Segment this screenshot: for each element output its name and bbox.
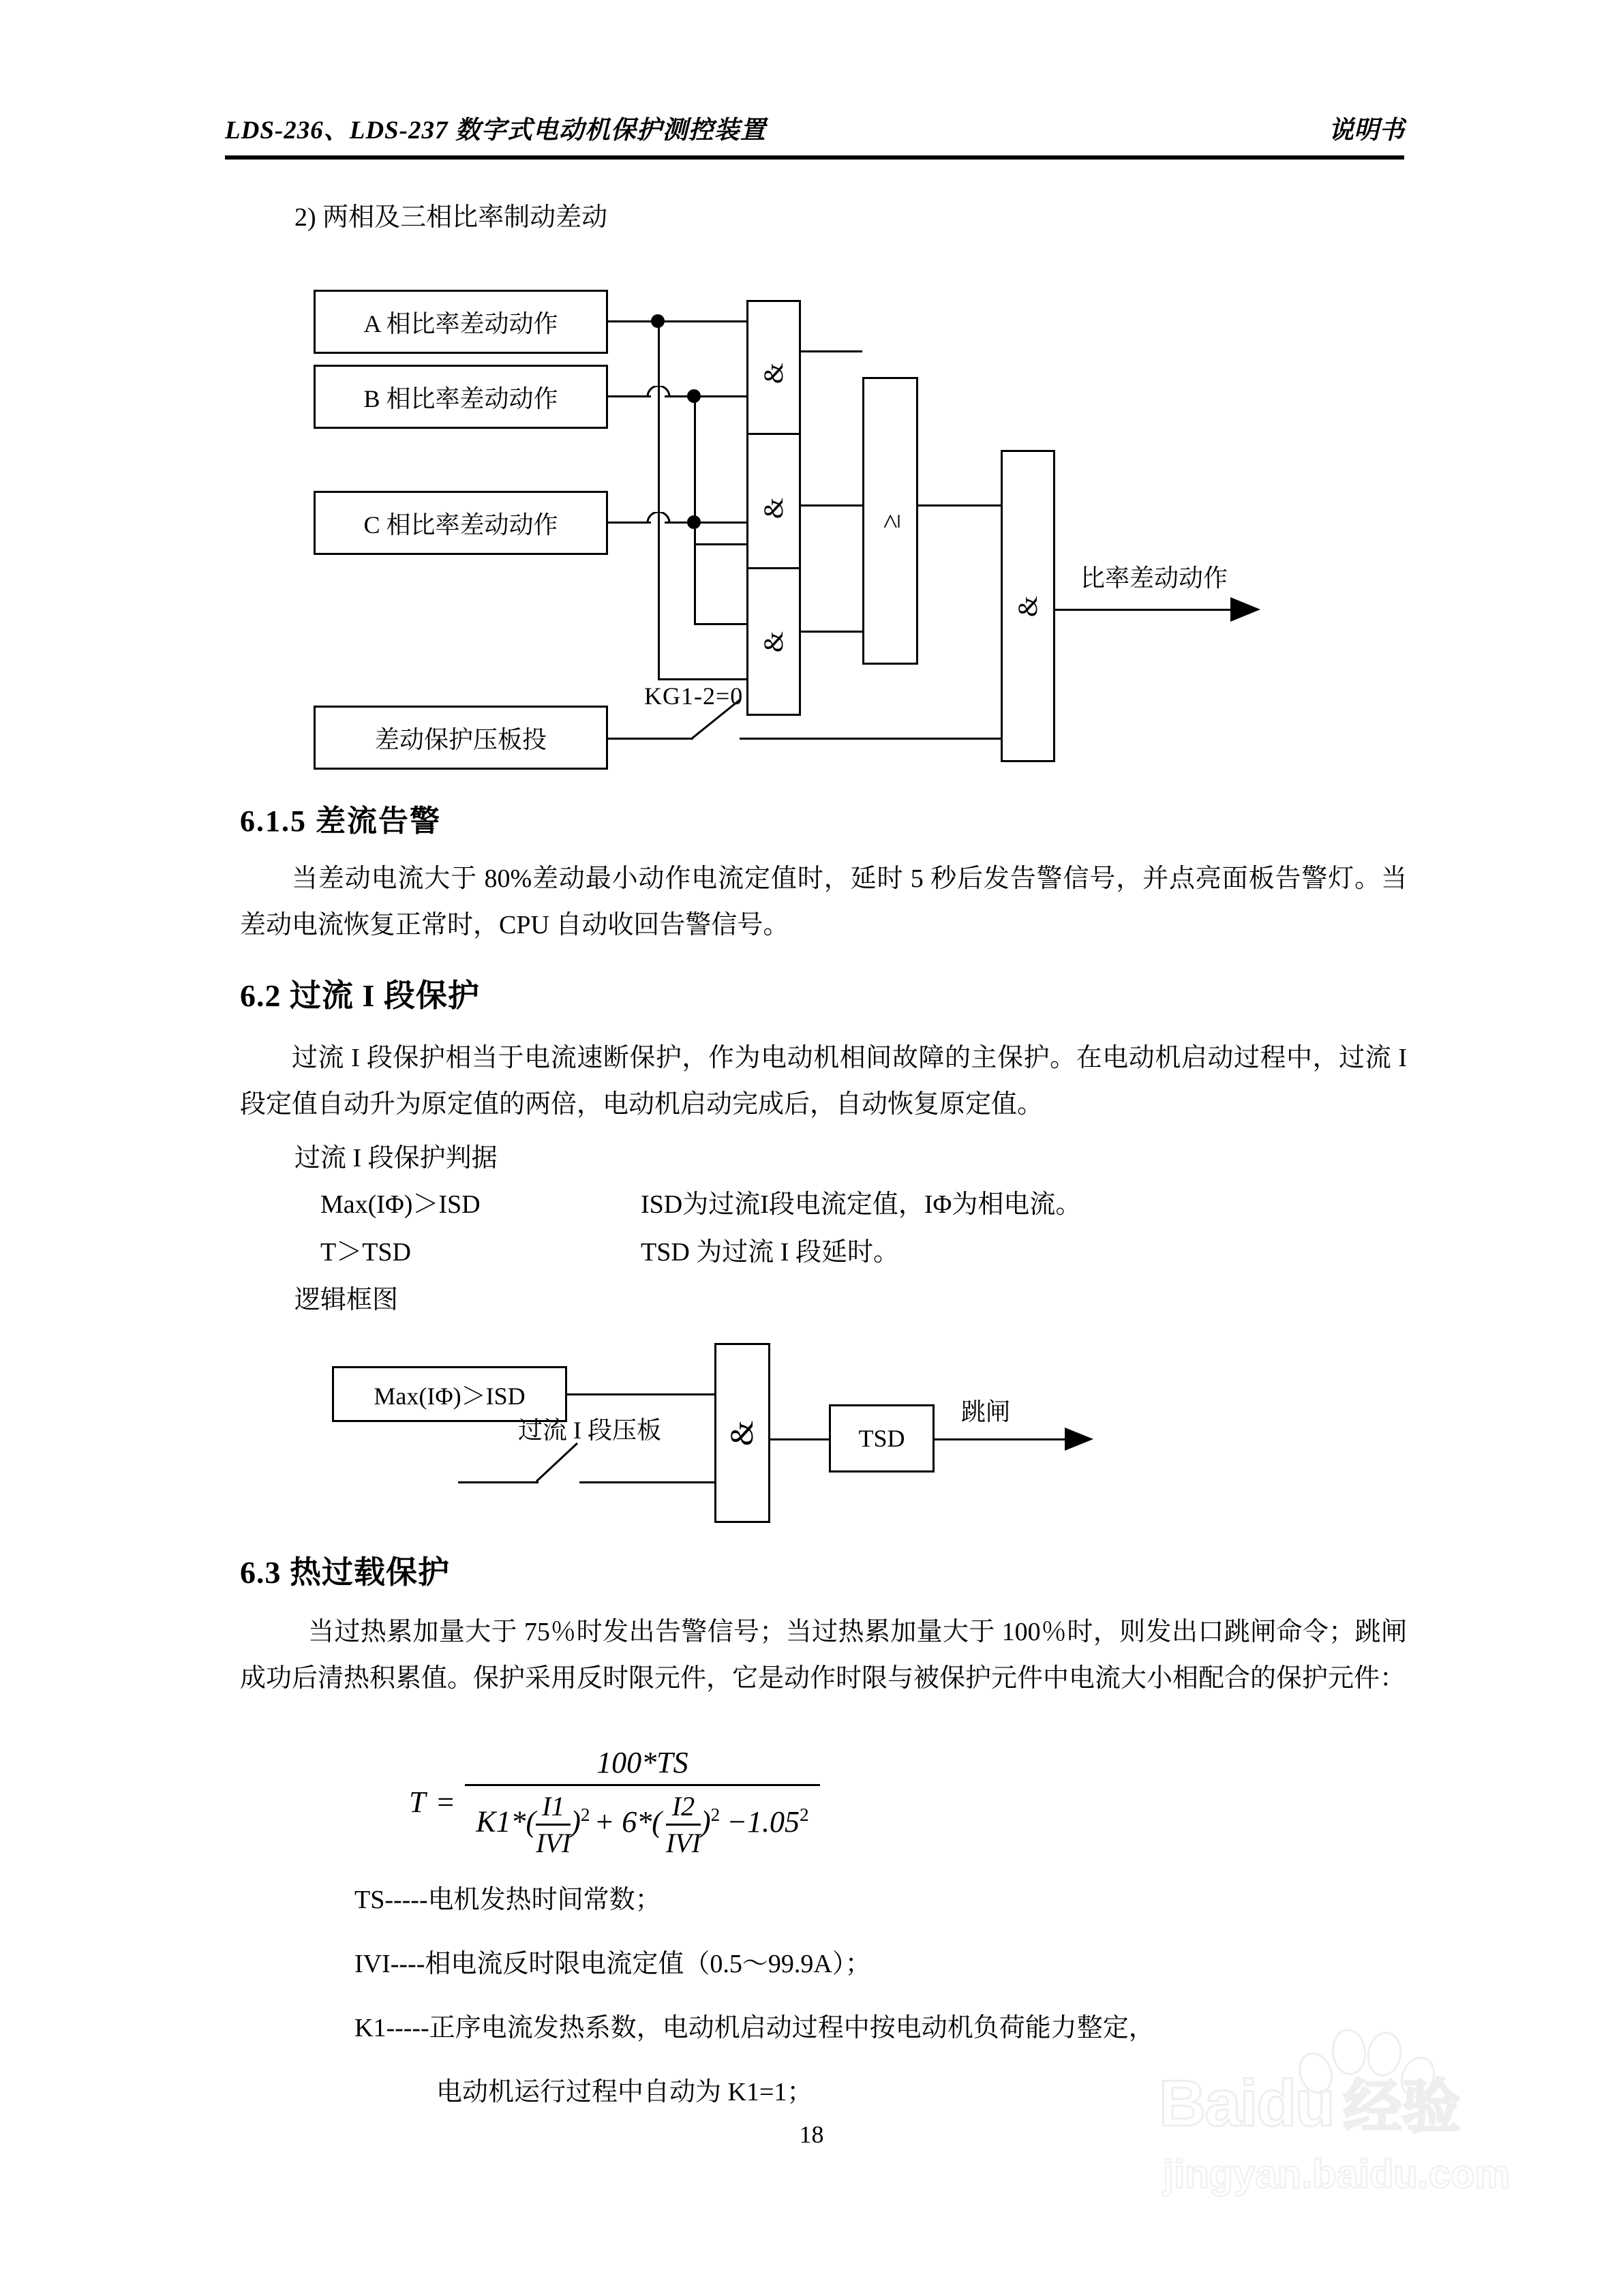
diagram1-switch-label: KG1-2=0 [644,682,744,710]
formula-exp-c: 2 [799,1804,809,1825]
formula-equals: = [435,1785,456,1819]
heading-6-2: 6.2 过流 I 段保护 [240,978,480,1013]
definition-ivi: IVI----相电流反时限电流定值（0.5～99.9A）； [354,1950,871,1978]
header-title-right: 说明书 [1329,117,1404,145]
formula-exp-b: 2 [710,1804,721,1825]
heading-6-3: 6.3 热过载保护 [240,1555,450,1590]
diagram1-output-and-gate: & [1001,450,1055,762]
logic-diagram-label-6-2: 逻辑框图 [294,1286,399,1314]
formula-i1: I1 [542,1791,565,1822]
diagram1-output-label: 比率差动动作 [1080,564,1228,592]
header-title-left: LDS-236、LDS-237 数字式电动机保护测控装置 [225,117,766,145]
paragraph-6-3: 当过热累加量大于 75％时发出告警信号；当过热累加量大于 100％时，则发出口跳闸命令；跳闸成功后清热积累值。保护采用反时限元件，它是动作时限与被保护元件中电流大小相配合的保护元件： [240,1618,1407,1693]
heading-6-1-5: 6.1.5 差流告警 [240,804,441,838]
diagram2-and-gate: & [714,1343,770,1523]
watermark-url: jingyan.baidu.com [1163,2152,1511,2196]
paragraph-6-1-5: 当差动电流大于 80%差动最小动作电流定值时，延时 5 秒后发告警信号，并点亮面板告警灯。当差动电流恢复正常时，CPU 自动收回告警信号。 [240,864,1407,939]
diagram1-and-gate-2: & [746,433,801,583]
diagram1-box-phase-a: A 相比率差动动作 [314,290,608,354]
definition-k1-continued: 电动机运行过程中自动为 K1=1； [436,2078,813,2106]
diagram1-box-phase-c: C 相比率差动动作 [314,491,608,555]
diagram2-output-arrow-head-icon [1065,1426,1095,1452]
diagram1-and-gate-1: & [746,300,801,447]
watermark-brand: Baidu [1159,2067,1334,2140]
wire-and-to-tsd [770,1438,830,1440]
item-2-label: 2) 两相及三相比率制动差动 [294,203,608,232]
switch-blade-overcurrent [535,1440,581,1485]
diagram2-output-label: 跳闸 [961,1398,1011,1425]
criteria-expr-1: Max(IΦ)＞ISD [320,1190,481,1219]
diagram1-box-differential-link: 差动保护压板投 [314,706,608,770]
formula-plus6: + 6*( [594,1804,662,1839]
diagram2-switch-label: 过流 I 段压板 [518,1417,661,1444]
diagram2-tsd-box: TSD [829,1404,935,1472]
definition-ts: TS-----电机发热时间常数； [354,1886,661,1914]
formula-i1-over-ivi [536,1790,571,1859]
criteria-title-6-2: 过流 I 段保护判据 [294,1144,498,1173]
diagram2-input-box: Max(IΦ)＞ISD [332,1366,567,1422]
formula-ivi-a: IVI [536,1828,571,1858]
formula-denominator [465,1786,819,1859]
formula-i2: I2 [671,1791,695,1822]
criteria-desc-2: TSD 为过流 I 段延时。 [641,1238,899,1267]
formula-close-a: ) [571,1804,581,1839]
wire-switch-to-and [579,1481,714,1483]
paragraph-6-2: 过流 I 段保护相当于电流速断保护，作为电动机相间故障的主保护。在电动机启动过程中，过流 I 段定值自动升为原定值的两倍，电动机启动完成后，自动恢复原定值。 [240,1044,1407,1119]
diagram1-box-phase-b: B 相比率差动动作 [314,365,608,429]
wire-tsd-output [935,1438,1071,1440]
wire-input-to-and [567,1393,716,1395]
formula-den-k1: K1*( [476,1804,536,1839]
criteria-desc-1: ISD为过流I段电流定值，IΦ为相电流。 [641,1190,1082,1219]
watermark-brand-cn: 经验 [1343,2074,1461,2140]
formula-fraction [465,1745,819,1859]
formula-lhs: T [409,1785,426,1819]
formula-exp-a: 2 [580,1804,590,1825]
thermal-overload-formula [409,1745,820,1859]
formula-i2-over-ivi [666,1790,701,1859]
definition-k1: K1-----正序电流发热系数，电动机启动过程中按电动机负荷能力整定， [354,2014,1155,2042]
formula-numerator: 100*TS [596,1746,688,1779]
formula-ivi-b: IVI [665,1828,701,1858]
criteria-expr-2: T＞TSD [320,1238,412,1267]
page-number: 18 [799,2121,824,2148]
diagram1-and-gate-3: & [746,567,801,716]
formula-close-b: ) [700,1804,711,1839]
formula-minus-const: −1.05 [727,1804,800,1839]
wire-switch-left [458,1481,539,1483]
diagram1-or-gate: ≥ [862,377,918,665]
